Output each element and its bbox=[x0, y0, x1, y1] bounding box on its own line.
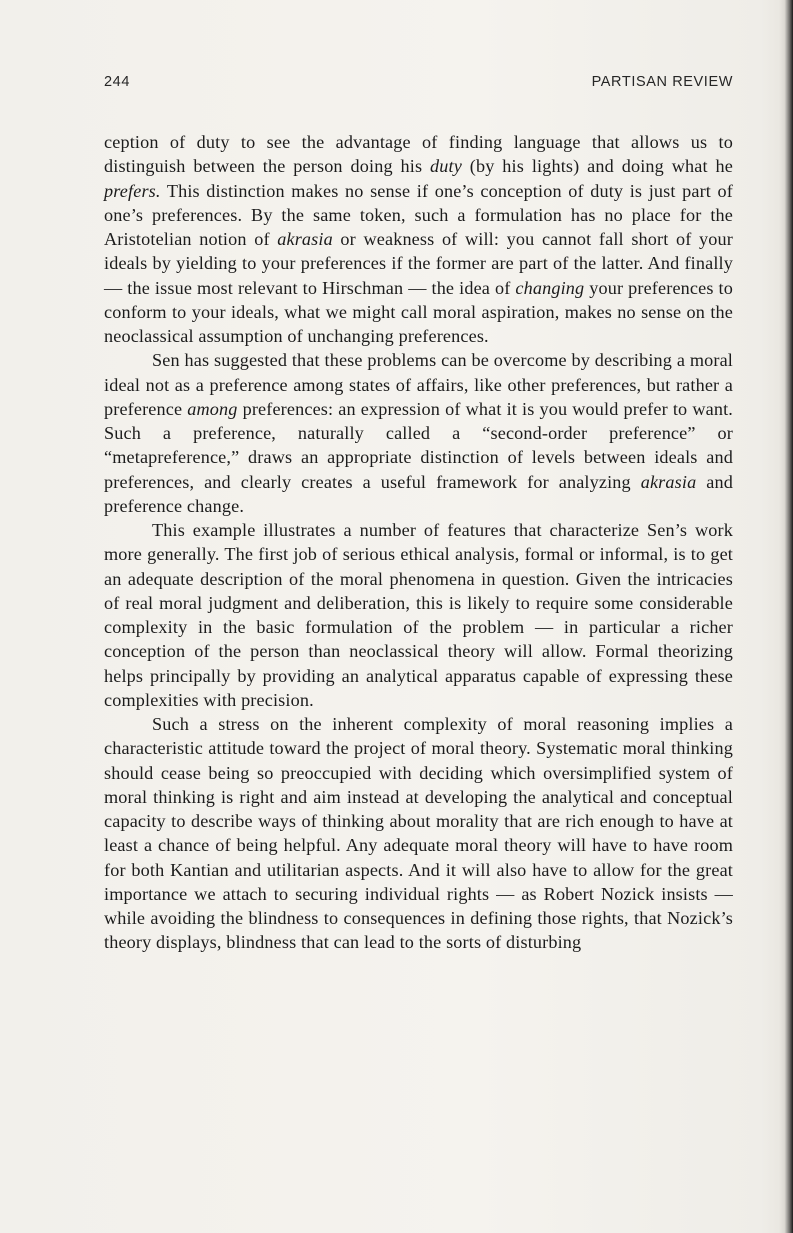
italic-text: changing bbox=[515, 277, 585, 298]
italic-text: prefers. bbox=[104, 180, 161, 201]
italic-text: akrasia bbox=[277, 229, 333, 249]
text-run: This example illustrates a number of features that characterize Sen’s work more generally. The first job of serious ethical analysis, formal or informal, is to get an adequate description of the moral phenomena in question. Given the intricacies of real moral judgment and deliberation, this is likely to require some considerable complexity in the basic formulation of the problem — in particular a richer conception of the person than neoclassical theory will allow. Formal theorizing helps principally by providing an analytical apparatus capable of expressing these complexities with precision. bbox=[104, 520, 733, 710]
text-run: Such a stress on the inherent complexity of moral reasoning implies a characteristic attitude toward the project of moral theory. Systematic moral thinking should cease being so preoccupied with deciding which oversimplified system of moral thinking is right and aim instead at developing the analytical and conceptual capacity to describe ways of thinking about morality that are rich enough to have at least a chance of being helpful. Any adequate moral theory will have to have room for both Kantian and utilitarian aspects. And it will also have to allow for the great importance we attach to securing individual rights — as Robert Nozick insists — while avoiding the blindness to consequences in defining those rights, that Nozick’s theory displays, blindness that can lead to the sorts of disturbing bbox=[104, 714, 733, 953]
text-run: preferences: an expression of what it is you would prefer to want. Such a preference, naturally called a “second-order preference” or “metapreference,” draws an appropriate distinction of levels between ideals and preferences, and clearly creates a useful framework for analyzing bbox=[104, 398, 733, 492]
text-run: and preference change. bbox=[104, 471, 733, 516]
paragraph bbox=[104, 712, 733, 955]
italic-text: duty bbox=[430, 156, 462, 177]
text-run: or weakness of will: you cannot fall short of your ideals by yielding to your preferences if the former are part of the latter. And finally — the issue most relevant to Hirschman — the idea of bbox=[104, 229, 733, 298]
text-run: your preferences to conform to your ideals, what we might call moral aspiration, makes no sense on the neoclassical assumption of unchanging preferences. bbox=[104, 277, 733, 346]
running-head: PARTISAN REVIEW bbox=[591, 74, 733, 90]
text-run: (by his lights) and doing what he bbox=[461, 156, 733, 177]
body-text bbox=[104, 130, 733, 955]
text-run: Sen has suggested that these problems can be overcome by describing a moral ideal not as a preference among states of affairs, like other preferences, but rather a preference bbox=[104, 350, 733, 419]
text-run: ception of duty to see the advantage of finding language that allows us to distinguish between the person doing his bbox=[104, 132, 733, 177]
paragraph bbox=[104, 130, 733, 348]
paragraph bbox=[104, 518, 733, 712]
page-header bbox=[104, 74, 733, 96]
italic-text: akrasia bbox=[640, 471, 697, 492]
text-run: This distinction makes no sense if one’s conception of duty is just part of one’s preferences. By the same token, such a formulation has no place for the Aristotelian notion of bbox=[104, 180, 733, 249]
page-binding-shadow bbox=[779, 0, 793, 1233]
paragraph bbox=[104, 348, 733, 518]
italic-text: among bbox=[187, 398, 238, 419]
page-number: 244 bbox=[104, 74, 130, 90]
